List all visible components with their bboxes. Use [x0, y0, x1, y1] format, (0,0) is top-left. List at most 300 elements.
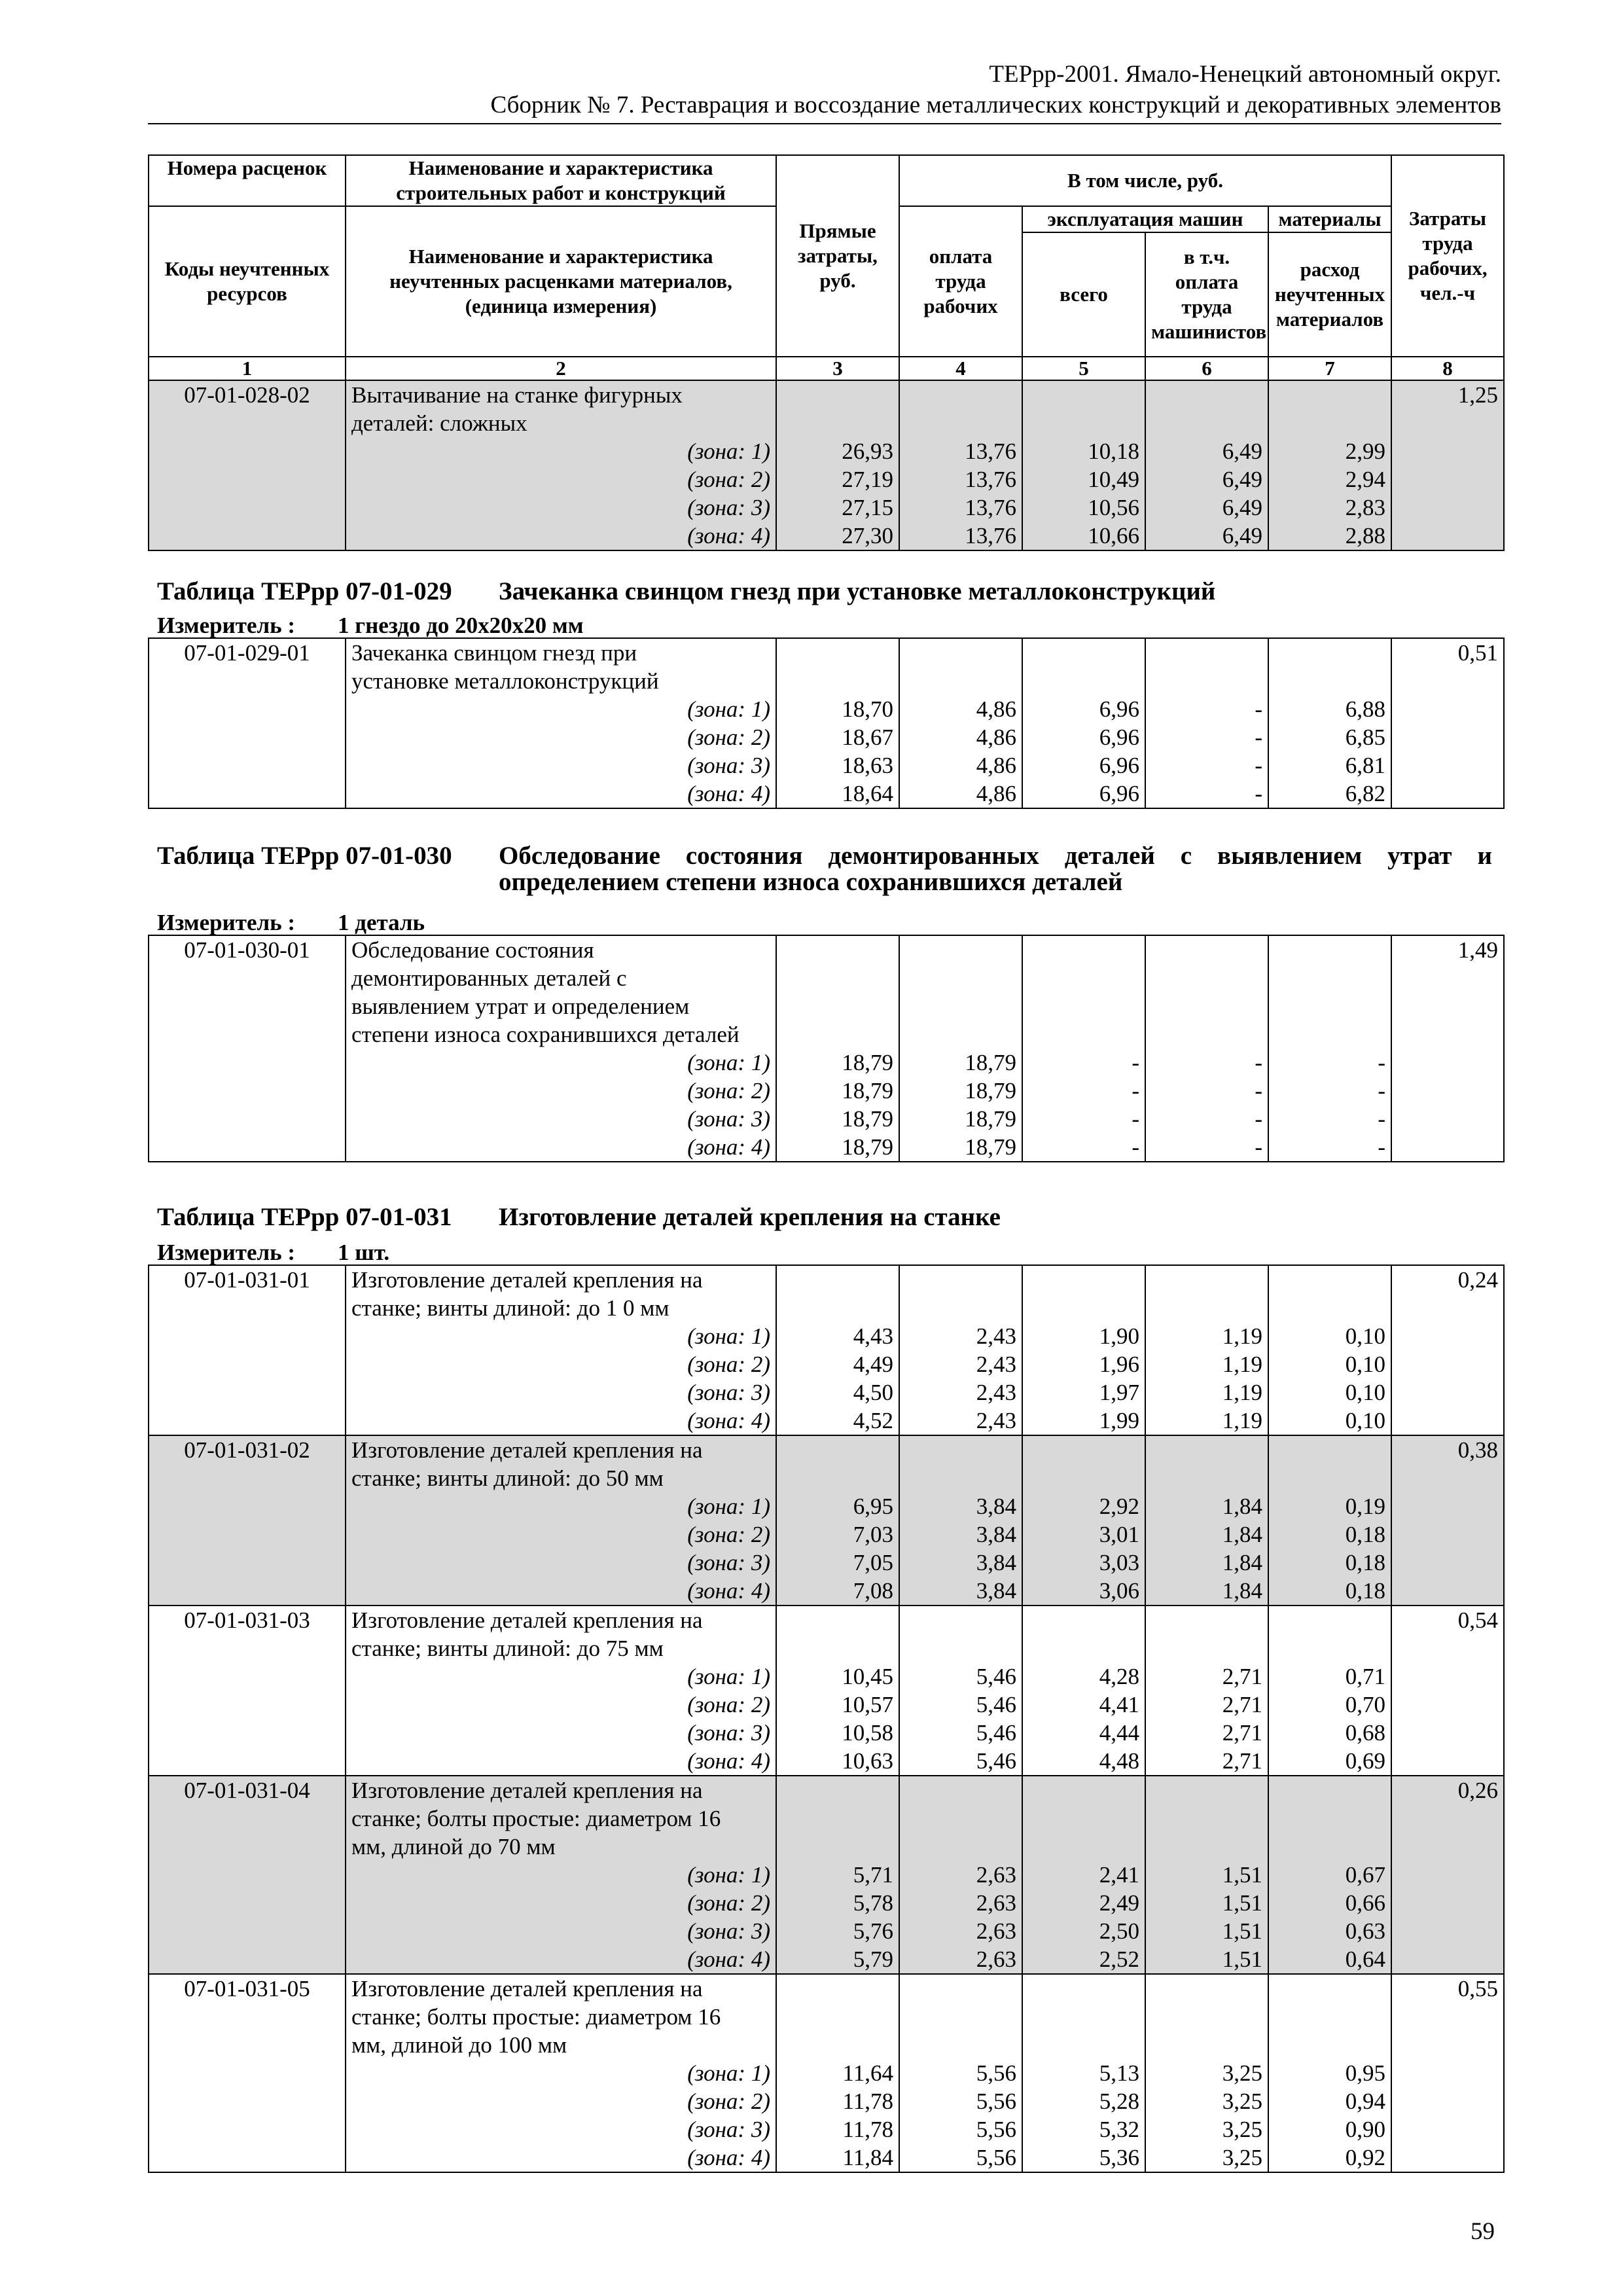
value-wage: 3,84: [976, 1522, 1016, 1547]
rate-row: [149, 380, 1504, 550]
rate-labor-cell: [1391, 638, 1504, 808]
value-direct: 18,67: [842, 725, 893, 750]
zone-label: (зона: 4): [687, 781, 770, 806]
rate-direct-cell: [776, 1974, 899, 2172]
value-mach: 3,25: [1222, 2117, 1262, 2142]
zone-label: (зона: 3): [687, 1918, 770, 1944]
rate-direct-cell: [776, 935, 899, 1162]
rate-mach-cell: [1145, 1605, 1268, 1776]
value-wage: 2,43: [976, 1408, 1016, 1433]
page-number: 59: [1471, 2218, 1495, 2245]
rate-total-cell: [1022, 380, 1145, 550]
col-name-top: Наименование и характеристика строительных работ и конструкций: [346, 155, 776, 206]
zone-label: (зона: 4): [687, 523, 770, 548]
value-mach: 2,71: [1222, 1720, 1262, 1746]
value-mat: 2,83: [1345, 495, 1386, 520]
value-total: 10,18: [1088, 439, 1139, 464]
value-mach: -: [1255, 1106, 1262, 1132]
section-table: [148, 1265, 1505, 2173]
value-total: 2,52: [1099, 1946, 1139, 1972]
value-mach: 6,49: [1222, 523, 1262, 548]
value-wage: 5,56: [976, 2089, 1016, 2114]
value-total: 5,32: [1099, 2117, 1139, 2142]
value-wage: 3,84: [976, 1550, 1016, 1575]
value-mach: 1,19: [1222, 1408, 1262, 1433]
zone-label: (зона: 4): [687, 1578, 770, 1604]
value-total: -: [1132, 1134, 1139, 1160]
value-mat: 0,67: [1345, 1862, 1385, 1888]
rate-labor-cell: [1391, 380, 1504, 550]
value-total: 1,97: [1099, 1380, 1139, 1405]
value-direct: 7,03: [853, 1522, 893, 1547]
rate-code: 07-01-031-05: [149, 1974, 346, 2172]
value-mat: -: [1378, 1050, 1385, 1075]
rate-name: [346, 380, 776, 550]
rate-name: [346, 1265, 776, 1435]
rate-name: [346, 638, 776, 808]
rate-wage-cell: [899, 380, 1022, 550]
value-wage: 2,63: [976, 1862, 1016, 1888]
value-direct: 5,76: [853, 1918, 893, 1944]
value-direct: 18,70: [842, 696, 893, 722]
value-direct: 11,64: [842, 2060, 893, 2086]
value-mach: 1,84: [1222, 1494, 1262, 1519]
section-measure: [157, 910, 425, 936]
value-mach: 2,71: [1222, 1664, 1262, 1689]
rate-name-line: демонтированных деталей с: [351, 965, 627, 991]
zone-label: (зона: 3): [687, 1380, 770, 1405]
rate-mat-cell: [1268, 380, 1391, 550]
value-mach: 6,49: [1222, 439, 1262, 464]
col-incl: В том числе, руб.: [899, 155, 1391, 206]
value-mach: 6,49: [1222, 467, 1262, 492]
rate-mach-cell: [1145, 1435, 1268, 1605]
value-direct: 18,63: [842, 753, 893, 778]
rate-name: [346, 935, 776, 1162]
rate-code: 07-01-031-03: [149, 1605, 346, 1776]
value-wage: 2,43: [976, 1323, 1016, 1349]
value-wage: 5,46: [976, 1692, 1016, 1717]
value-total: 10,56: [1088, 495, 1139, 520]
value-total: 3,03: [1099, 1550, 1139, 1575]
value-mach: 1,84: [1222, 1550, 1262, 1575]
col-number-8: 8: [1391, 357, 1504, 380]
zone-label: (зона: 4): [687, 1748, 770, 1774]
rate-name-line: выявлением утрат и определением: [351, 994, 690, 1019]
zone-label: (зона: 4): [687, 2145, 770, 2170]
value-total: 6,96: [1099, 725, 1139, 750]
value-direct: 26,93: [842, 439, 893, 464]
rate-row: [149, 1776, 1504, 1974]
zone-label: (зона: 1): [687, 1664, 770, 1689]
rate-labor-cell: [1391, 1974, 1504, 2172]
value-direct: 10,57: [842, 1692, 893, 1717]
value-direct: 4,49: [853, 1352, 893, 1377]
value-total: 2,50: [1099, 1918, 1139, 1944]
rate-row: [149, 1435, 1504, 1605]
rate-mat-cell: [1268, 1974, 1391, 2172]
rate-name: [346, 1605, 776, 1776]
value-wage: 2,43: [976, 1380, 1016, 1405]
rate-direct-cell: [776, 1265, 899, 1435]
zone-label: (зона: 2): [687, 1692, 770, 1717]
value-total: 6,96: [1099, 753, 1139, 778]
col-mat-cons: расход неучтенных материалов: [1268, 232, 1391, 357]
rate-name-line: Обследование состояния: [351, 937, 594, 963]
value-labor: 0,51: [1457, 640, 1498, 666]
rate-row: [149, 1265, 1504, 1435]
rate-row: [149, 1974, 1504, 2172]
value-mach: -: [1255, 696, 1262, 722]
zone-label: (зона: 3): [687, 1720, 770, 1746]
value-mat: 0,95: [1345, 2060, 1385, 2086]
rate-row: [149, 638, 1504, 808]
value-mat: 0,94: [1345, 2089, 1385, 2114]
value-wage: 2,63: [976, 1918, 1016, 1944]
zone-label: (зона: 3): [687, 753, 770, 778]
value-total: 5,13: [1099, 2060, 1139, 2086]
value-labor: 0,26: [1457, 1778, 1498, 1803]
value-mat: 0,92: [1345, 2145, 1385, 2170]
value-mat: 6,85: [1345, 725, 1385, 750]
value-total: 4,44: [1099, 1720, 1139, 1746]
value-mat: 0,19: [1345, 1494, 1385, 1519]
rate-total-cell: [1022, 638, 1145, 808]
value-mach: 3,25: [1222, 2089, 1262, 2114]
value-mach: -: [1255, 1050, 1262, 1075]
value-mat: 0,71: [1345, 1664, 1385, 1689]
value-mat: 0,70: [1345, 1692, 1385, 1717]
rate-direct-cell: [776, 380, 899, 550]
value-total: 4,48: [1099, 1748, 1139, 1774]
rate-direct-cell: [776, 1776, 899, 1974]
section-code: Таблица ТЕРрр 07-01-031: [157, 1203, 452, 1231]
zone-label: (зона: 3): [687, 1550, 770, 1575]
col-number-7: 7: [1268, 357, 1391, 380]
value-wage: 13,76: [965, 439, 1016, 464]
measure-value: 1 шт.: [338, 1240, 390, 1265]
rate-mat-cell: [1268, 1265, 1391, 1435]
rate-mat-cell: [1268, 1435, 1391, 1605]
value-mat: 0,90: [1345, 2117, 1385, 2142]
rate-name-line: Зачеканка свинцом гнезд при: [351, 640, 637, 666]
value-total: 2,41: [1099, 1862, 1139, 1888]
rate-name-line: Вытачивание на станке фигурных: [351, 382, 683, 408]
zone-label: (зона: 1): [687, 1323, 770, 1349]
rate-direct-cell: [776, 1605, 899, 1776]
rate-mach-cell: [1145, 380, 1268, 550]
rate-wage-cell: [899, 1265, 1022, 1435]
doc-header-line2: Сборник № 7. Реставрация и воссоздание металлических конструкций и декоративных элементов: [490, 92, 1501, 118]
value-direct: 18,79: [842, 1078, 893, 1103]
zone-label: (зона: 1): [687, 696, 770, 722]
value-mach: -: [1255, 725, 1262, 750]
rate-wage-cell: [899, 1776, 1022, 1974]
value-total: 2,49: [1099, 1890, 1139, 1916]
rate-name-line: Изготовление деталей крепления на: [351, 1267, 703, 1293]
zone-label: (зона: 1): [687, 439, 770, 464]
value-mat: 0,18: [1345, 1550, 1385, 1575]
rate-code: 07-01-031-04: [149, 1776, 346, 1974]
col-number-1: 1: [149, 357, 346, 380]
value-wage: 4,86: [976, 753, 1016, 778]
section-title-text: Обследование состояния демонтированных деталей с выявлением утрат и определением степени износа сохранившихся деталей: [499, 842, 1492, 896]
value-labor: 1,25: [1457, 382, 1499, 408]
section-title: [157, 579, 1492, 605]
rate-labor-cell: [1391, 935, 1504, 1162]
rate-name: [346, 1435, 776, 1605]
value-mach: 1,51: [1222, 1890, 1262, 1916]
rate-labor-cell: [1391, 1435, 1504, 1605]
rate-total-cell: [1022, 1265, 1145, 1435]
rate-mach-cell: [1145, 1974, 1268, 2172]
section-measure: [157, 1240, 389, 1266]
value-total: 4,28: [1099, 1664, 1139, 1689]
rate-code: 07-01-030-01: [149, 935, 346, 1162]
value-mach: 1,19: [1222, 1380, 1262, 1405]
zone-label: (зона: 3): [687, 1106, 770, 1132]
measure-value: 1 деталь: [338, 910, 425, 935]
zone-label: (зона: 2): [687, 1078, 770, 1103]
section-measure: [157, 613, 584, 639]
value-wage: 18,79: [965, 1078, 1016, 1103]
value-direct: 4,43: [853, 1323, 893, 1349]
rate-mat-cell: [1268, 638, 1391, 808]
rate-wage-cell: [899, 935, 1022, 1162]
value-total: 6,96: [1099, 696, 1139, 722]
col-number-3: 3: [776, 357, 899, 380]
zone-label: (зона: 2): [687, 2089, 770, 2114]
value-mat: 0,18: [1345, 1522, 1385, 1547]
rate-wage-cell: [899, 1435, 1022, 1605]
zone-label: (зона: 4): [687, 1946, 770, 1972]
value-mach: 1,19: [1222, 1323, 1262, 1349]
value-wage: 2,63: [976, 1890, 1016, 1916]
header-rule: [148, 123, 1501, 124]
value-direct: 18,79: [842, 1106, 893, 1132]
col-mach-wage: в т.ч. оплата труда машинистов: [1145, 232, 1268, 357]
col-machines: эксплуатация машин: [1022, 206, 1268, 232]
value-direct: 27,15: [842, 495, 893, 520]
value-total: -: [1132, 1106, 1139, 1132]
value-wage: 3,84: [976, 1578, 1016, 1604]
value-direct: 7,05: [853, 1550, 893, 1575]
value-mach: 3,25: [1222, 2145, 1262, 2170]
value-wage: 13,76: [965, 495, 1016, 520]
value-direct: 27,19: [842, 467, 893, 492]
value-direct: 18,79: [842, 1134, 893, 1160]
value-wage: 3,84: [976, 1494, 1016, 1519]
rate-name-line: Изготовление деталей крепления на: [351, 1778, 703, 1803]
rate-name-line: станке; винты длиной: до 50 мм: [351, 1465, 664, 1491]
rate-mach-cell: [1145, 1776, 1268, 1974]
rate-code: 07-01-028-02: [149, 380, 346, 550]
value-direct: 7,08: [853, 1578, 893, 1604]
value-wage: 5,46: [976, 1748, 1016, 1774]
value-labor: 0,54: [1457, 1607, 1498, 1633]
zone-label: (зона: 1): [687, 1862, 770, 1888]
rate-mat-cell: [1268, 935, 1391, 1162]
value-wage: 2,63: [976, 1946, 1016, 1972]
section-title: [157, 1204, 1492, 1230]
zone-label: (зона: 2): [687, 1522, 770, 1547]
doc-header-line1: ТЕРрр-2001. Ямало-Ненецкий автономный округ.: [989, 61, 1501, 88]
value-mach: -: [1255, 1078, 1262, 1103]
rate-total-cell: [1022, 935, 1145, 1162]
value-direct: 4,50: [853, 1380, 893, 1405]
value-direct: 4,52: [853, 1408, 893, 1433]
rate-mach-cell: [1145, 1265, 1268, 1435]
value-mach: 1,51: [1222, 1918, 1262, 1944]
zone-label: (зона: 3): [687, 2117, 770, 2142]
value-mat: 0,10: [1345, 1323, 1385, 1349]
value-direct: 18,79: [842, 1050, 893, 1075]
rate-name-line: станке; винты длиной: до 1 0 мм: [351, 1295, 669, 1321]
value-mat: 0,10: [1345, 1352, 1385, 1377]
value-total: 6,96: [1099, 781, 1139, 806]
value-mat: 2,99: [1345, 439, 1386, 464]
value-total: 5,36: [1099, 2145, 1139, 2170]
zone-label: (зона: 2): [687, 725, 770, 750]
rate-mach-cell: [1145, 638, 1268, 808]
rate-code: 07-01-031-01: [149, 1265, 346, 1435]
col-name-bottom: Наименование и характеристика неучтенных расценками материалов, (единица измерения): [346, 206, 776, 357]
rate-total-cell: [1022, 1776, 1145, 1974]
value-direct: 5,71: [853, 1862, 893, 1888]
rate-name: [346, 1776, 776, 1974]
value-mach: 2,71: [1222, 1692, 1262, 1717]
value-total: 1,96: [1099, 1352, 1139, 1377]
rate-wage-cell: [899, 638, 1022, 808]
rate-name-line: степени износа сохранившихся деталей: [351, 1022, 740, 1047]
zone-label: (зона: 1): [687, 2060, 770, 2086]
value-wage: 18,79: [965, 1134, 1016, 1160]
value-direct: 6,95: [853, 1494, 893, 1519]
value-wage: 13,76: [965, 467, 1016, 492]
zone-label: (зона: 4): [687, 1134, 770, 1160]
col-number-2: 2: [346, 357, 776, 380]
value-direct: 11,78: [842, 2117, 893, 2142]
zone-label: (зона: 4): [687, 1408, 770, 1433]
value-mach: 1,84: [1222, 1578, 1262, 1604]
value-mat: 0,10: [1345, 1408, 1385, 1433]
rate-mat-cell: [1268, 1776, 1391, 1974]
value-total: 3,06: [1099, 1578, 1139, 1604]
col-number-6: 6: [1145, 357, 1268, 380]
value-mat: 0,68: [1345, 1720, 1385, 1746]
value-mat: -: [1378, 1134, 1385, 1160]
value-labor: 0,24: [1457, 1267, 1498, 1293]
value-total: 4,41: [1099, 1692, 1139, 1717]
rate-name-line: мм, длиной до 100 мм: [351, 2032, 567, 2058]
rate-name-line: Изготовление деталей крепления на: [351, 1437, 703, 1463]
col-number-5: 5: [1022, 357, 1145, 380]
rate-name-line: Изготовление деталей крепления на: [351, 1976, 703, 2001]
value-direct: 11,84: [842, 2145, 893, 2170]
value-wage: 18,79: [965, 1106, 1016, 1132]
value-mat: 2,88: [1345, 523, 1386, 548]
measure-value: 1 гнездо до 20х20х20 мм: [338, 613, 584, 638]
zone-label: (зона: 2): [687, 1890, 770, 1916]
value-mat: 6,82: [1345, 781, 1385, 806]
value-direct: 10,58: [842, 1720, 893, 1746]
rate-name-line: станке; винты длиной: до 75 мм: [351, 1636, 664, 1661]
col-rates-no: Номера расценок: [149, 155, 346, 206]
value-direct: 5,79: [853, 1946, 893, 1972]
value-total: -: [1132, 1050, 1139, 1075]
value-direct: 5,78: [853, 1890, 893, 1916]
value-mach: 6,49: [1222, 495, 1262, 520]
zone-label: (зона: 2): [687, 467, 770, 492]
value-direct: 10,45: [842, 1664, 893, 1689]
value-labor: 0,55: [1457, 1976, 1498, 2001]
value-mach: 1,84: [1222, 1522, 1262, 1547]
value-direct: 18,64: [842, 781, 893, 806]
value-direct: 10,63: [842, 1748, 893, 1774]
value-mat: 0,69: [1345, 1748, 1385, 1774]
value-mat: 0,64: [1345, 1946, 1385, 1972]
col-materials: материалы: [1268, 206, 1391, 232]
value-wage: 5,56: [976, 2145, 1016, 2170]
value-mach: -: [1255, 781, 1262, 806]
value-labor: 1,49: [1457, 937, 1498, 963]
rate-name-line: Изготовление деталей крепления на: [351, 1607, 703, 1633]
value-total: 10,49: [1088, 467, 1139, 492]
value-wage: 13,76: [965, 523, 1016, 548]
value-mach: 3,25: [1222, 2060, 1262, 2086]
zone-label: (зона: 1): [687, 1050, 770, 1075]
rate-direct-cell: [776, 1435, 899, 1605]
section-code: Таблица ТЕРрр 07-01-029: [157, 577, 452, 605]
rate-labor-cell: [1391, 1265, 1504, 1435]
rate-row: [149, 935, 1504, 1162]
rate-total-cell: [1022, 1605, 1145, 1776]
value-labor: 0,38: [1457, 1437, 1498, 1463]
col-labor: Затраты труда рабочих, чел.-ч: [1391, 155, 1504, 357]
value-mat: -: [1378, 1078, 1385, 1103]
value-mat: -: [1378, 1106, 1385, 1132]
section-title: [157, 843, 1492, 895]
measure-label: Измеритель :: [157, 1240, 296, 1265]
zone-label: (зона: 2): [687, 1352, 770, 1377]
rate-wage-cell: [899, 1605, 1022, 1776]
rate-labor-cell: [1391, 1776, 1504, 1974]
value-wage: 18,79: [965, 1050, 1016, 1075]
value-mach: 1,51: [1222, 1862, 1262, 1888]
section-code: Таблица ТЕРрр 07-01-030: [157, 842, 452, 870]
measure-label: Измеритель :: [157, 910, 296, 935]
rates-table-header: [148, 154, 1505, 551]
value-wage: 5,46: [976, 1720, 1016, 1746]
rate-total-cell: [1022, 1435, 1145, 1605]
zone-label: (зона: 1): [687, 1494, 770, 1519]
rate-mach-cell: [1145, 935, 1268, 1162]
value-total: 10,66: [1088, 523, 1139, 548]
value-mat: 0,10: [1345, 1380, 1385, 1405]
value-direct: 27,30: [842, 523, 893, 548]
value-mach: 1,51: [1222, 1946, 1262, 1972]
value-wage: 4,86: [976, 725, 1016, 750]
rate-code: 07-01-029-01: [149, 638, 346, 808]
rate-name-line: станке; болты простые: диаметром 16: [351, 1806, 721, 1831]
section-table: [148, 637, 1505, 809]
measure-label: Измеритель :: [157, 613, 296, 638]
rate-code: 07-01-031-02: [149, 1435, 346, 1605]
value-wage: 4,86: [976, 696, 1016, 722]
value-total: 1,90: [1099, 1323, 1139, 1349]
section-table: [148, 935, 1505, 1162]
value-wage: 4,86: [976, 781, 1016, 806]
